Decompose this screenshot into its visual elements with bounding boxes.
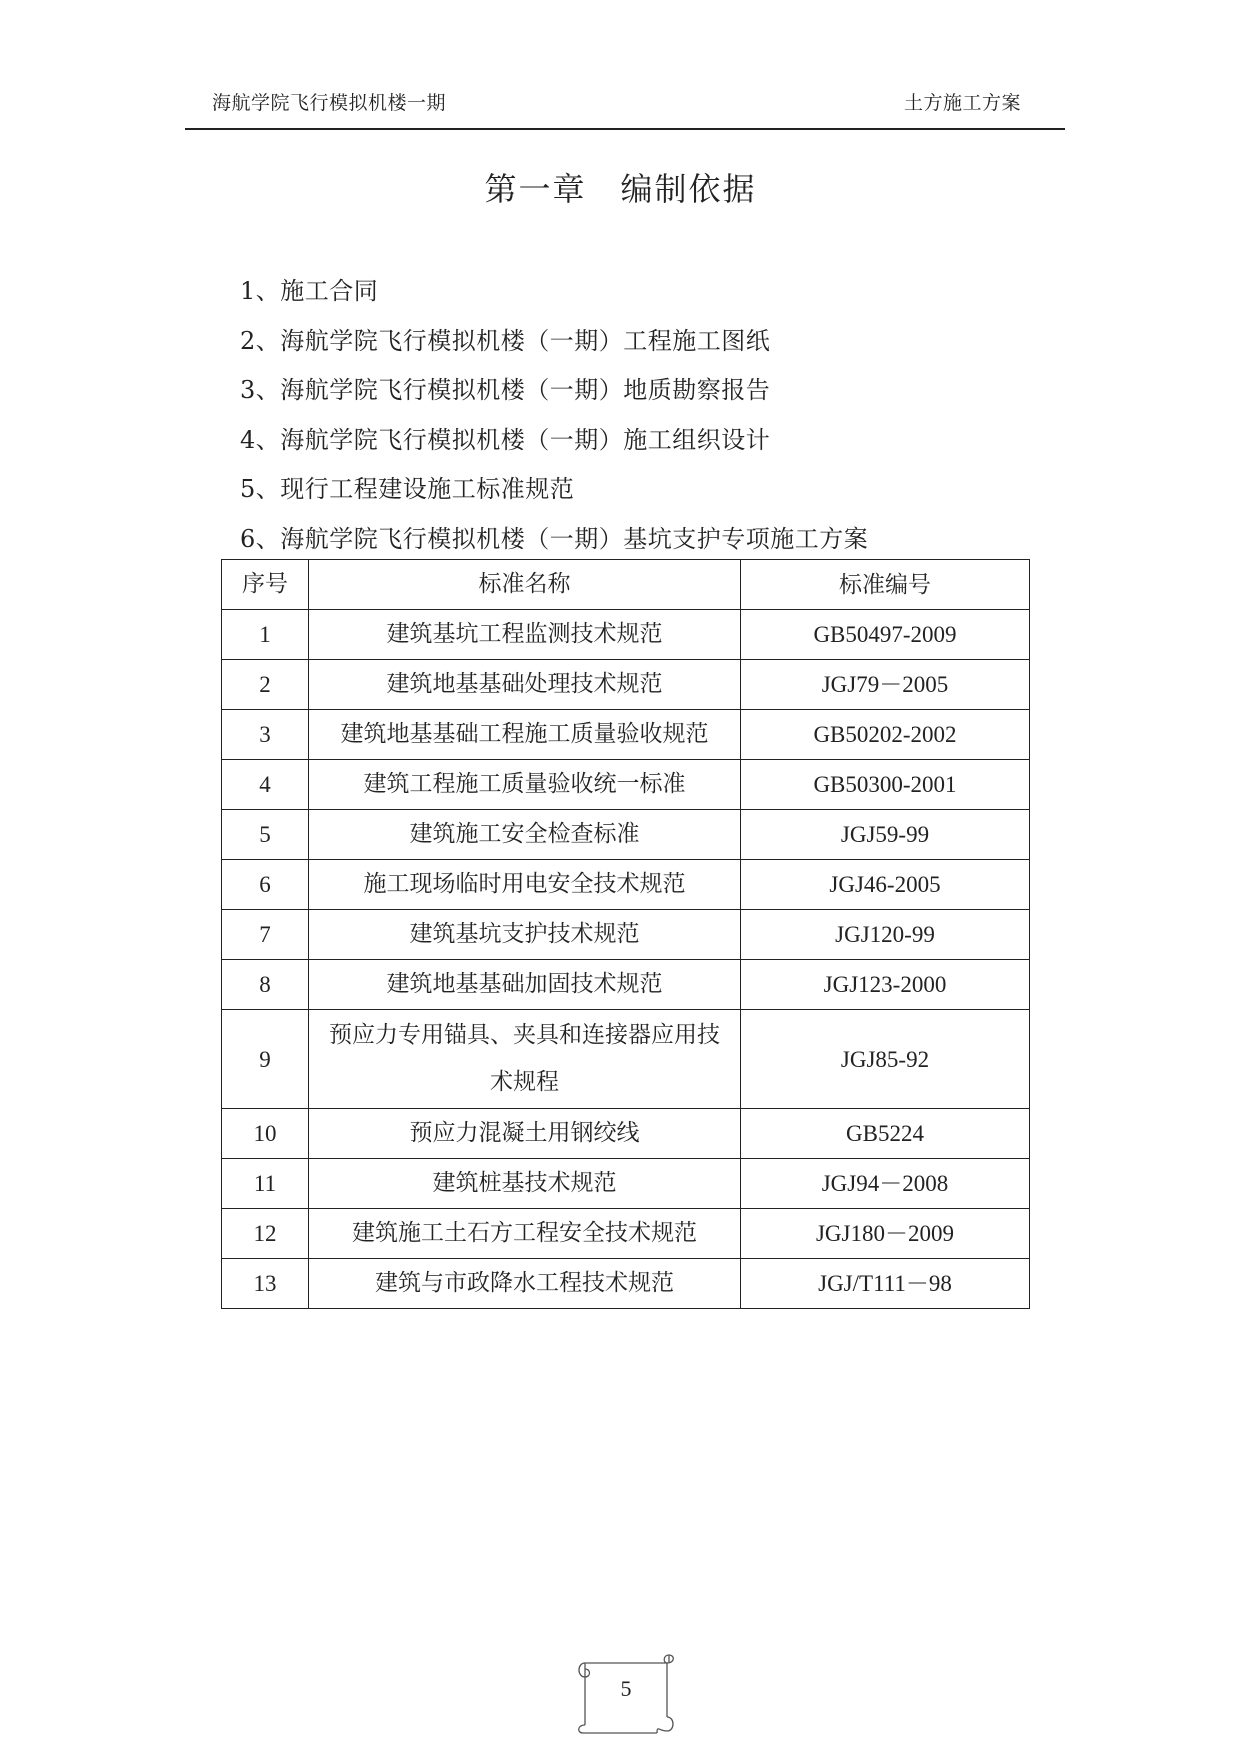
row-no: 13 bbox=[222, 1259, 309, 1309]
row-name: 建筑基坑工程监测技术规范 bbox=[309, 610, 741, 660]
basis-item: 2、海航学院飞行模拟机楼（一期）工程施工图纸 bbox=[240, 326, 771, 355]
row-no: 5 bbox=[222, 810, 309, 860]
row-code: JGJ46-2005 bbox=[741, 860, 1030, 910]
table-row bbox=[222, 960, 1030, 1010]
row-code: GB5224 bbox=[741, 1109, 1030, 1159]
row-code: GB50202-2002 bbox=[741, 710, 1030, 760]
basis-item: 6、海航学院飞行模拟机楼（一期）基坑支护专项施工方案 bbox=[240, 524, 869, 553]
standards-table bbox=[221, 559, 1030, 1309]
row-name: 建筑与市政降水工程技术规范 bbox=[309, 1259, 741, 1309]
row-no: 8 bbox=[222, 960, 309, 1010]
row-no: 3 bbox=[222, 710, 309, 760]
row-name: 建筑桩基技术规范 bbox=[309, 1159, 741, 1209]
row-name: 建筑地基基础处理技术规范 bbox=[309, 660, 741, 710]
row-code: JGJ/T111－98 bbox=[741, 1259, 1030, 1309]
row-name: 建筑基坑支护技术规范 bbox=[309, 910, 741, 960]
table-row bbox=[222, 1209, 1030, 1259]
table-row bbox=[222, 760, 1030, 810]
basis-item: 4、海航学院飞行模拟机楼（一期）施工组织设计 bbox=[240, 425, 771, 454]
table-row bbox=[222, 710, 1030, 760]
row-code: GB50300-2001 bbox=[741, 760, 1030, 810]
row-no: 2 bbox=[222, 660, 309, 710]
row-no: 11 bbox=[222, 1159, 309, 1209]
page-number: 5 bbox=[620, 1676, 632, 1701]
header-divider bbox=[185, 128, 1065, 130]
header-cell-name: 标准名称 bbox=[309, 560, 741, 610]
row-code: JGJ123-2000 bbox=[741, 960, 1030, 1010]
row-name: 预应力专用锚具、夹具和连接器应用技术规程 bbox=[309, 1010, 741, 1109]
row-name: 预应力混凝土用钢绞线 bbox=[309, 1109, 741, 1159]
basis-item: 3、海航学院飞行模拟机楼（一期）地质勘察报告 bbox=[240, 376, 771, 404]
basis-item: 1、施工合同 bbox=[240, 277, 379, 305]
table-row bbox=[222, 660, 1030, 710]
basis-list bbox=[240, 271, 868, 568]
table-row bbox=[222, 1109, 1030, 1159]
table-row bbox=[222, 610, 1030, 660]
row-no: 6 bbox=[222, 860, 309, 910]
table-header-row bbox=[222, 560, 1030, 610]
row-code: JGJ59-99 bbox=[741, 810, 1030, 860]
header-cell-code: 标准编号 bbox=[741, 560, 1030, 610]
row-name: 建筑施工土石方工程安全技术规范 bbox=[309, 1209, 741, 1259]
row-no: 9 bbox=[222, 1010, 309, 1109]
row-name: 建筑施工安全检查标准 bbox=[309, 810, 741, 860]
row-name: 建筑地基基础加固技术规范 bbox=[309, 960, 741, 1010]
table-row bbox=[222, 810, 1030, 860]
table-row bbox=[222, 860, 1030, 910]
row-no: 7 bbox=[222, 910, 309, 960]
row-code: JGJ94－2008 bbox=[741, 1159, 1030, 1209]
header-left-title: 海航学院飞行模拟机楼一期 bbox=[212, 92, 447, 114]
row-no: 4 bbox=[222, 760, 309, 810]
header-cell-no: 序号 bbox=[222, 560, 309, 610]
row-name: 施工现场临时用电安全技术规范 bbox=[309, 860, 741, 910]
row-code: GB50497-2009 bbox=[741, 610, 1030, 660]
row-code: JGJ120-99 bbox=[741, 910, 1030, 960]
table-row bbox=[222, 1159, 1030, 1209]
row-name: 建筑地基基础工程施工质量验收规范 bbox=[309, 710, 741, 760]
row-no: 1 bbox=[222, 610, 309, 660]
table-row bbox=[222, 1259, 1030, 1309]
row-no: 12 bbox=[222, 1209, 309, 1259]
row-code: JGJ85-92 bbox=[741, 1010, 1030, 1109]
row-no: 10 bbox=[222, 1109, 309, 1159]
row-code: JGJ180－2009 bbox=[741, 1209, 1030, 1259]
chapter-title: 第一章 编制依据 bbox=[484, 170, 757, 208]
header-right-title: 土方施工方案 bbox=[903, 92, 1021, 114]
table-row bbox=[222, 910, 1030, 960]
basis-item: 5、现行工程建设施工标准规范 bbox=[240, 475, 575, 503]
table-row bbox=[222, 1010, 1030, 1109]
row-name: 建筑工程施工质量验收统一标准 bbox=[309, 760, 741, 810]
row-code: JGJ79－2005 bbox=[741, 660, 1030, 710]
